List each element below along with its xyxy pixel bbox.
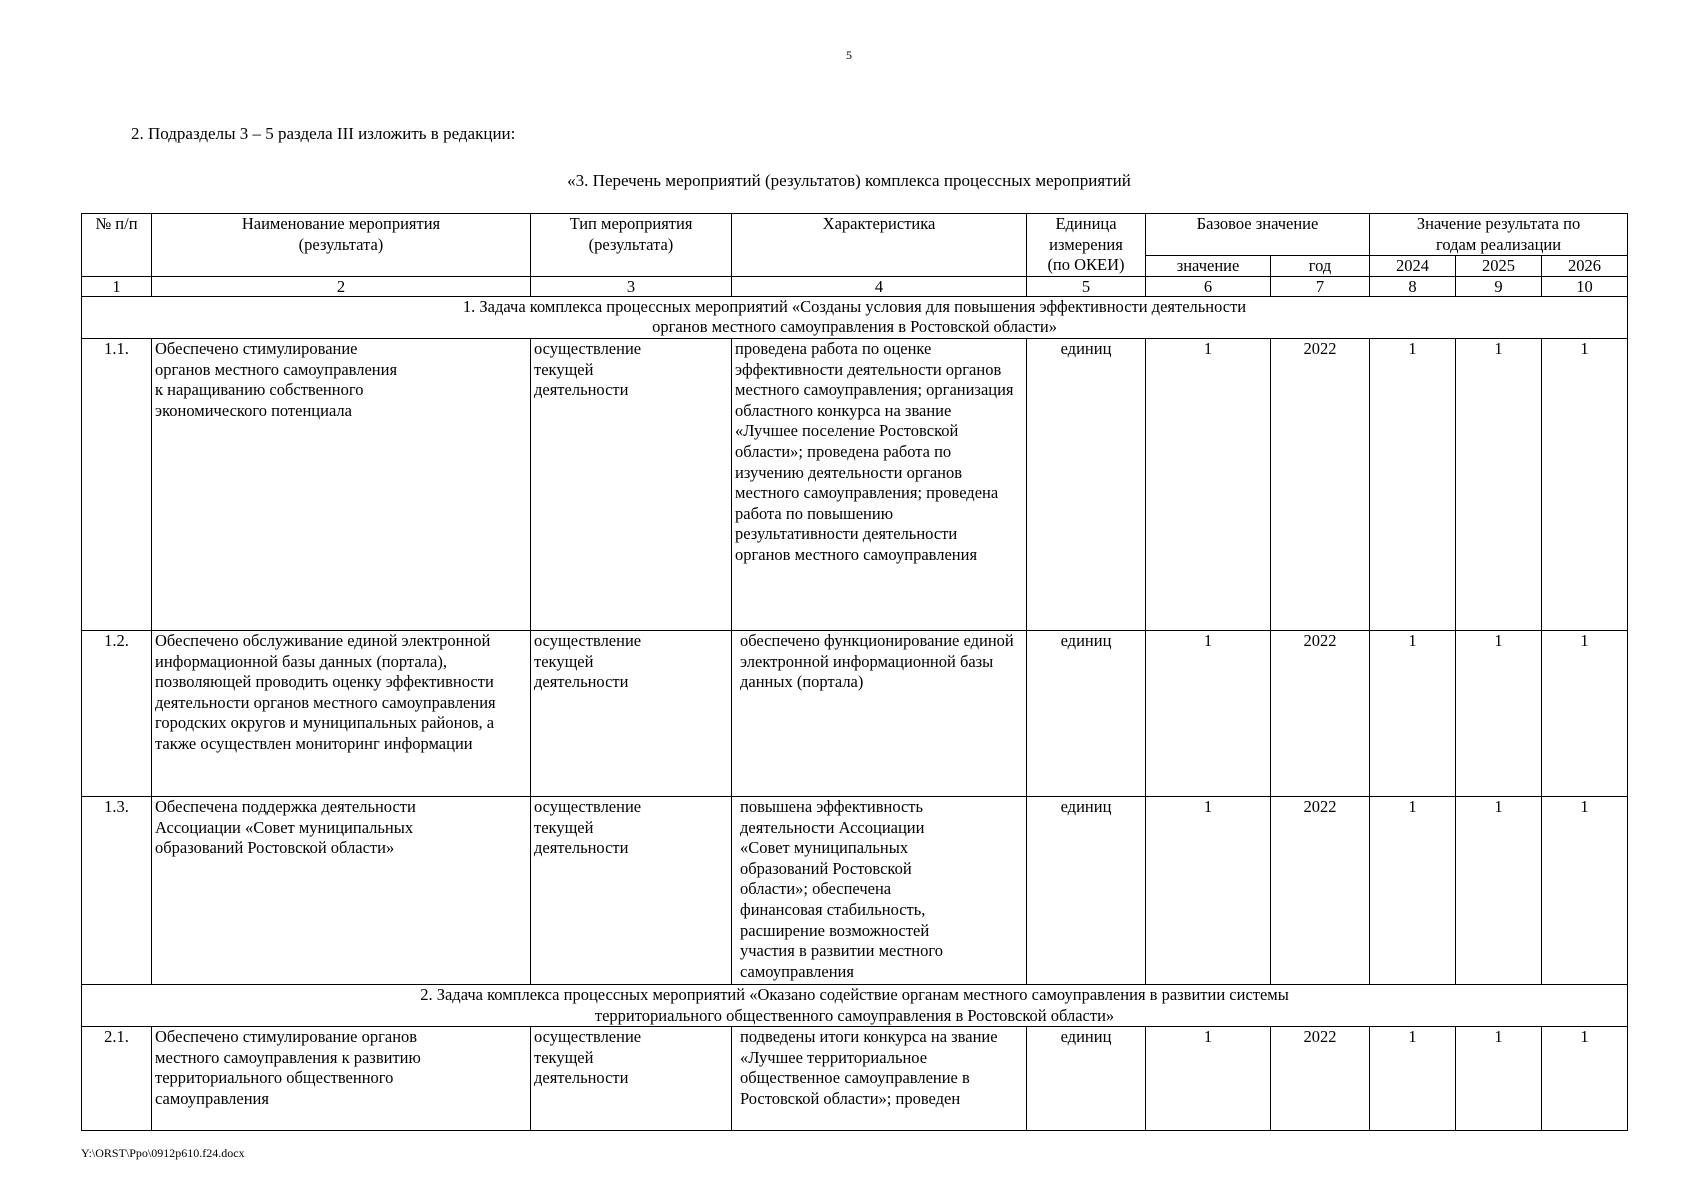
row-2024: 1 [1370, 338, 1456, 630]
row-number: 1.2. [82, 630, 152, 796]
row-base-value: 1 [1146, 338, 1271, 630]
section-row [82, 296, 1628, 338]
column-number: 6 [1146, 276, 1271, 296]
instruction-text: 2. Подразделы 3 – 5 раздела III изложить в редакции: [131, 124, 516, 143]
column-number: 5 [1027, 276, 1146, 296]
row-2025: 1 [1456, 630, 1542, 796]
row-base-year: 2022 [1271, 1027, 1370, 1131]
row-characteristic: обеспечено функционирование единой электронной информационной базы данных (портала) [732, 630, 1027, 796]
row-2024: 1 [1370, 1027, 1456, 1131]
row-unit: единиц [1027, 1027, 1146, 1131]
header-year-2026: 2026 [1542, 256, 1628, 277]
row-type: осуществление текущей деятельности [531, 630, 732, 796]
column-number: 10 [1542, 276, 1628, 296]
section-row [82, 984, 1628, 1026]
column-number: 4 [732, 276, 1027, 296]
header-result: Значение результата по годам реализации [1370, 214, 1628, 256]
row-base-year: 2022 [1271, 630, 1370, 796]
header-unit: Единица измерения (по ОКЕИ) [1027, 214, 1146, 277]
row-2026: 1 [1542, 1027, 1628, 1131]
column-number: 3 [531, 276, 732, 296]
header-name: Наименование мероприятия (результата) [152, 214, 531, 277]
row-unit: единиц [1027, 338, 1146, 630]
column-number: 7 [1271, 276, 1370, 296]
row-2025: 1 [1456, 796, 1542, 984]
row-unit: единиц [1027, 630, 1146, 796]
row-characteristic: проведена работа по оценке эффективности деятельности органов местного самоуправления; организация областного конкурса на звание «Лучшее поселение Ростовской области»; проведена работа по изучению деятельности органов местного самоуправления; проведена работа по повышению результативности деятельности органов местного самоуправления [732, 338, 1027, 630]
row-2025: 1 [1456, 1027, 1542, 1131]
row-name: Обеспечено стимулирование органов местного самоуправления к развитию территориального общественного самоуправления [152, 1027, 531, 1131]
row-name: Обеспечена поддержка деятельности Ассоциации «Совет муниципальных образований Ростовской области» [152, 796, 531, 984]
row-2024: 1 [1370, 630, 1456, 796]
header-base: Базовое значение [1146, 214, 1370, 256]
row-type: осуществление текущей деятельности [531, 338, 732, 630]
header-year-2024: 2024 [1370, 256, 1456, 277]
column-number-row [82, 276, 1628, 296]
row-characteristic: подведены итоги конкурса на звание «Лучшее территориальное общественное самоуправление в Ростовской области»; проведен [732, 1027, 1027, 1131]
column-number: 2 [152, 276, 531, 296]
header-base-value: значение [1146, 256, 1271, 277]
row-2026: 1 [1542, 630, 1628, 796]
section-title: 2. Задача комплекса процессных мероприятий «Оказано содействие органам местного самоуправления в развитии системы территориального общественного самоуправления в Ростовской области» [82, 984, 1628, 1026]
row-2024: 1 [1370, 796, 1456, 984]
row-number: 1.3. [82, 796, 152, 984]
row-name: Обеспечено обслуживание единой электронной информационной базы данных (портала), позволяющей проводить оценку эффективности деятельности органов местного самоуправления городских округов и муниципальных районов, а также осуществлен мониторинг информации [152, 630, 531, 796]
column-number: 9 [1456, 276, 1542, 296]
row-base-year: 2022 [1271, 338, 1370, 630]
row-type: осуществление текущей деятельности [531, 1027, 732, 1131]
row-2026: 1 [1542, 338, 1628, 630]
column-number: 1 [82, 276, 152, 296]
row-number: 1.1. [82, 338, 152, 630]
row-base-value: 1 [1146, 796, 1271, 984]
row-base-year: 2022 [1271, 796, 1370, 984]
header-year-2025: 2025 [1456, 256, 1542, 277]
row-type: осуществление текущей деятельности [531, 796, 732, 984]
table-row [82, 1027, 1628, 1131]
table-row [82, 338, 1628, 630]
row-number: 2.1. [82, 1027, 152, 1131]
row-base-value: 1 [1146, 630, 1271, 796]
header-base-year: год [1271, 256, 1370, 277]
footer-file-path: Y:\ORST\Ppo\0912p610.f24.docx [81, 1146, 245, 1160]
table-row [82, 630, 1628, 796]
row-2026: 1 [1542, 796, 1628, 984]
table-title: «3. Перечень мероприятий (результатов) комплекса процессных мероприятий [567, 171, 1131, 190]
header-type: Тип мероприятия (результата) [531, 214, 732, 277]
page-number: 5 [846, 48, 852, 62]
header-num: № п/п [82, 214, 152, 277]
results-table [81, 213, 1628, 1131]
column-number: 8 [1370, 276, 1456, 296]
row-characteristic: повышена эффективность деятельности Ассоциации «Совет муниципальных образований Ростовской области»; обеспечена финансовая стабильность, расширение возможностей участия в развитии местного самоуправления [732, 796, 1027, 984]
table-row [82, 796, 1628, 984]
row-name: Обеспечено стимулирование органов местного самоуправления к наращиванию собственного экономического потенциала [152, 338, 531, 630]
section-title: 1. Задача комплекса процессных мероприятий «Созданы условия для повышения эффективности деятельности органов местного самоуправления в Ростовской области» [82, 296, 1628, 338]
row-2025: 1 [1456, 338, 1542, 630]
row-base-value: 1 [1146, 1027, 1271, 1131]
row-unit: единиц [1027, 796, 1146, 984]
header-characteristic: Характеристика [732, 214, 1027, 277]
